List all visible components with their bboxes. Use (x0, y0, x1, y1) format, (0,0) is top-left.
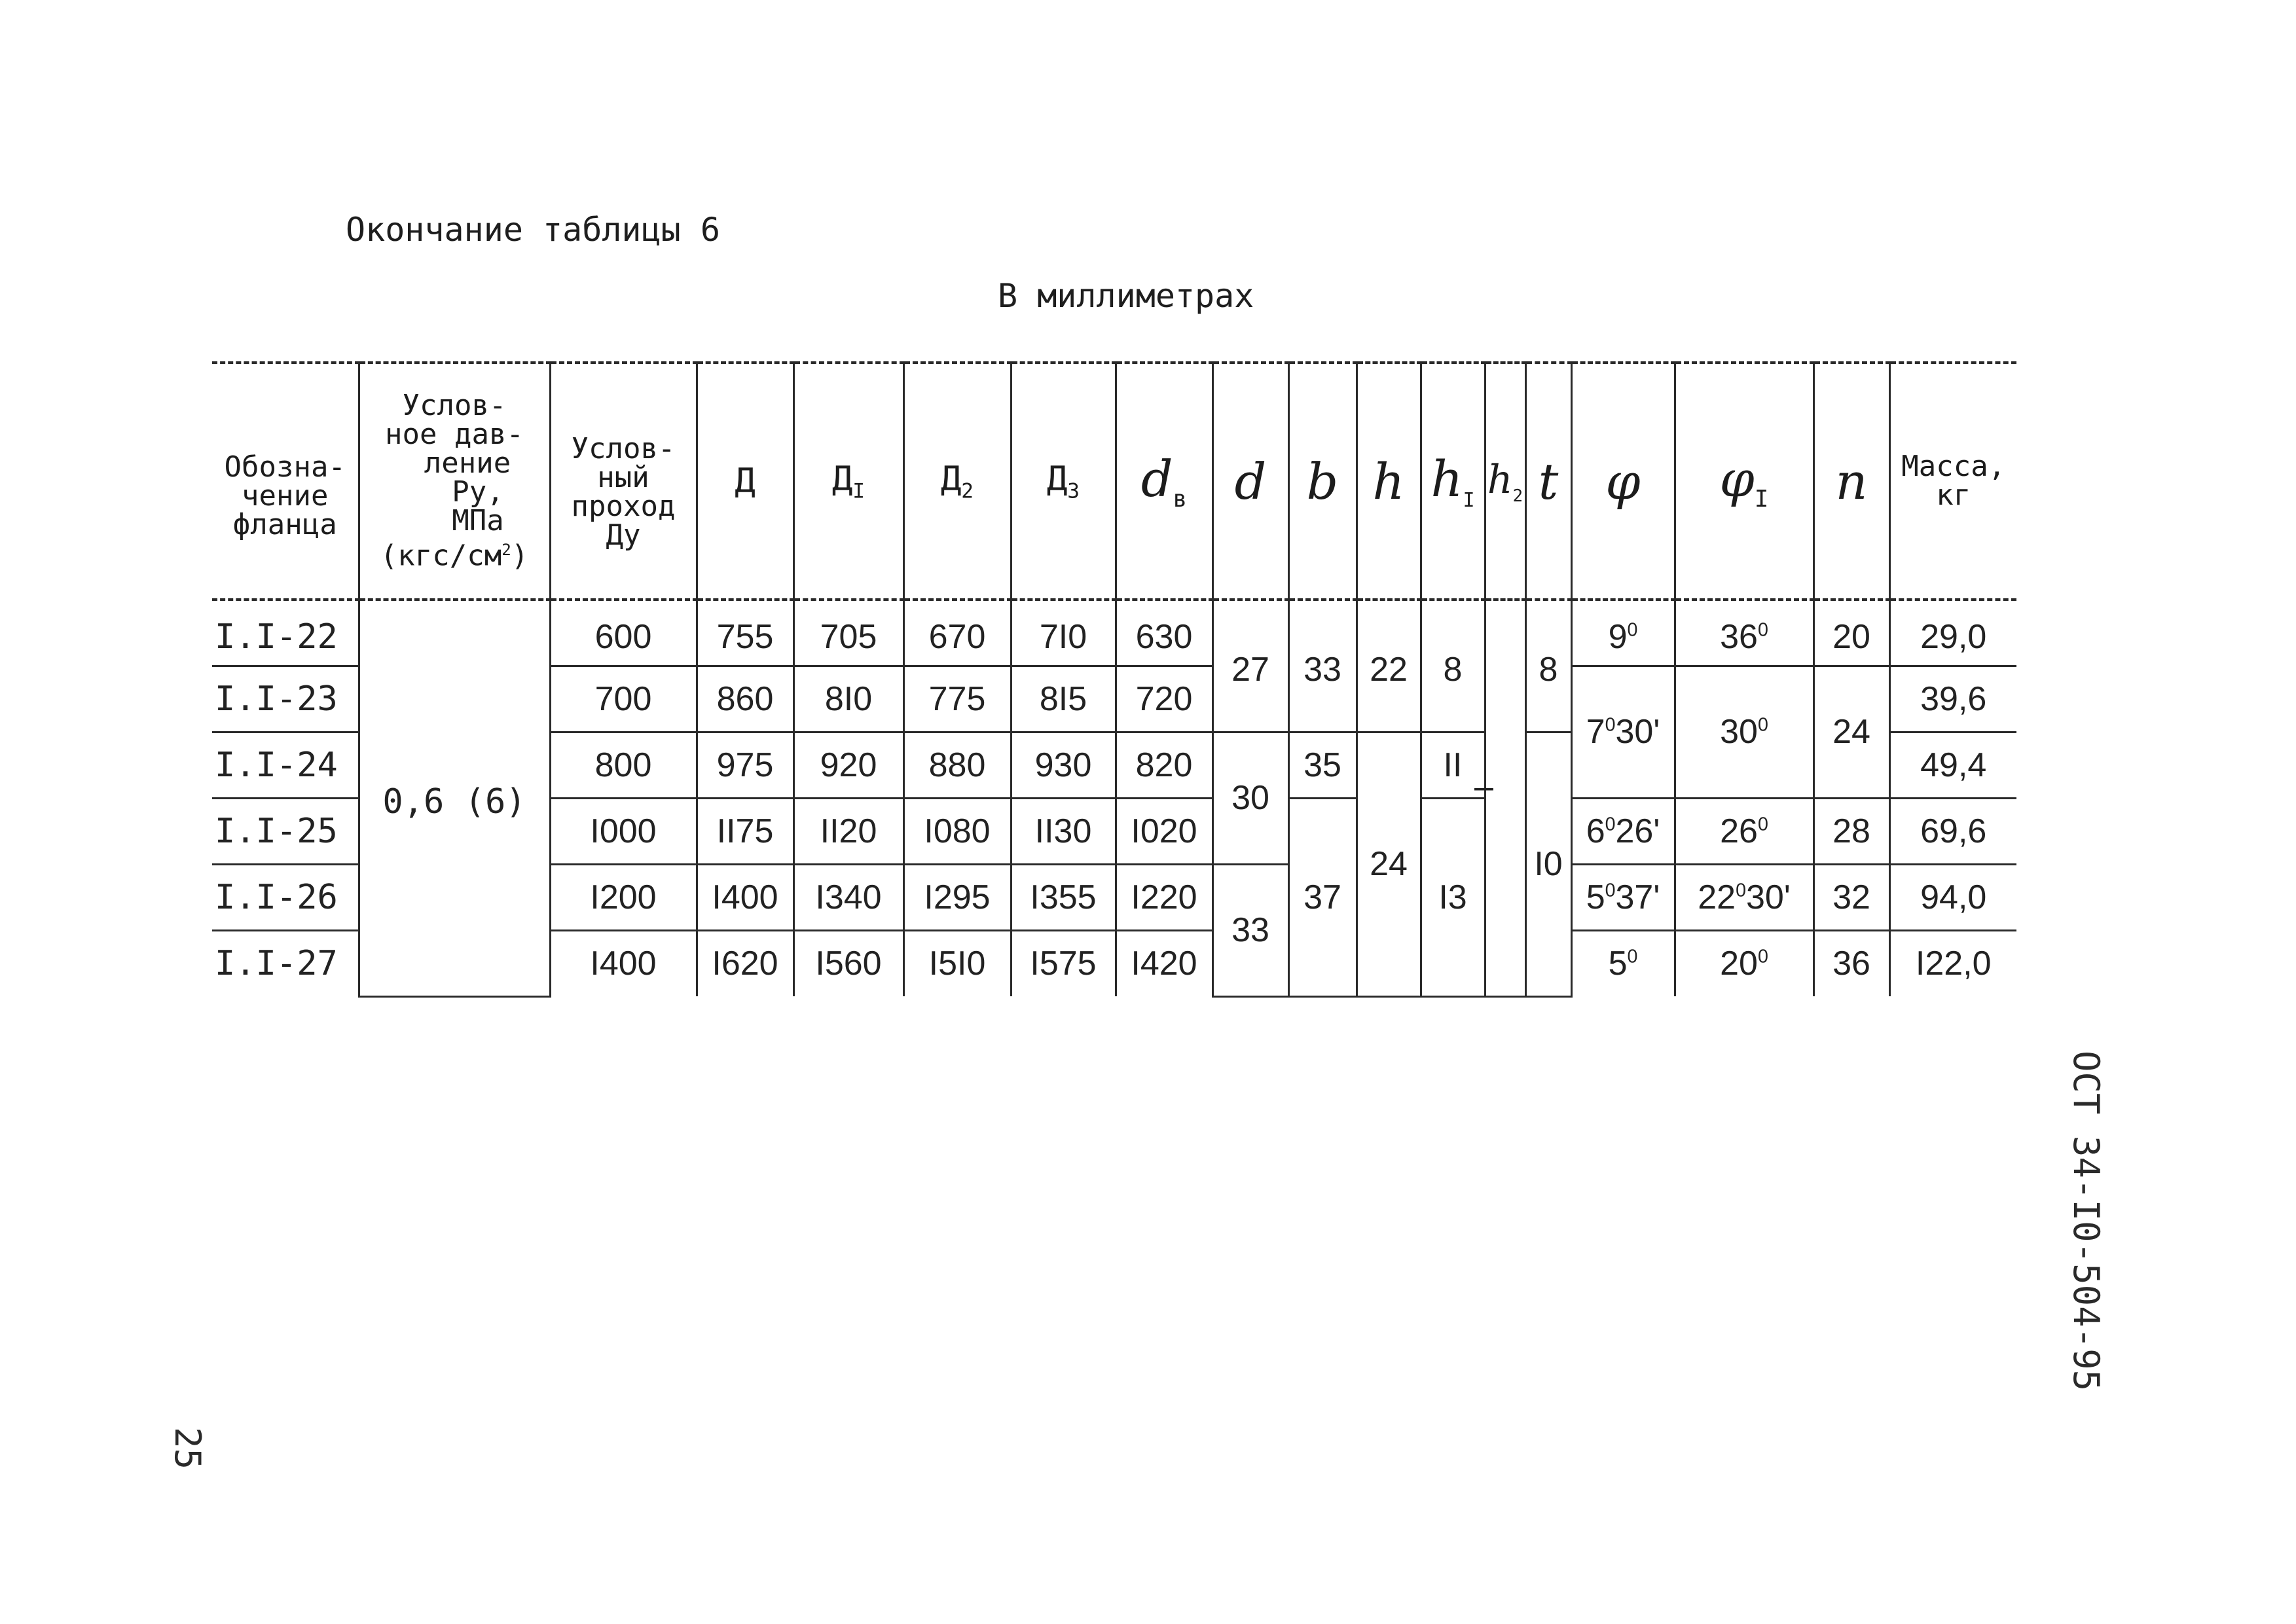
cell-n: 28 (1813, 798, 1889, 864)
phi-value: 9 (1608, 617, 1628, 656)
cell-D1: I340 (793, 864, 903, 930)
cell-bore: 600 (550, 600, 697, 666)
cell-n: 36 (1813, 930, 1889, 996)
header-sym: Д (831, 459, 853, 499)
cell-dv: 630 (1116, 600, 1212, 666)
cell-D2: 670 (903, 600, 1011, 666)
cell-mark: I.I-26 (212, 864, 359, 930)
cell-pressure: 0,6 (6) (359, 600, 550, 996)
header-sub: 3 (1067, 479, 1080, 503)
header-line: Услов- (402, 389, 507, 423)
cell-h1: II (1421, 732, 1485, 798)
cell-n: 32 (1813, 864, 1889, 930)
cell-phi1 (1675, 600, 1813, 666)
cell-D2: 880 (903, 732, 1011, 798)
header-phi: φ (1571, 363, 1675, 600)
header-line: ный (597, 461, 649, 494)
header-sym: Д (940, 459, 962, 499)
phi1-value: 36 (1720, 617, 1758, 656)
header-bore (550, 363, 697, 600)
cell-D1: I560 (793, 930, 903, 996)
phi1-minutes: 30' (1745, 878, 1791, 916)
cell-mass: 29,0 (1889, 600, 2016, 666)
cell-bore: 800 (550, 732, 697, 798)
cell-mark: I.I-24 (212, 732, 359, 798)
header-line: проход (571, 490, 676, 523)
header-line: Услов- (571, 432, 676, 465)
cell-dv: 820 (1116, 732, 1212, 798)
cell-bore: I000 (550, 798, 697, 864)
cell-D3: II30 (1011, 798, 1116, 864)
cell-D2: I080 (903, 798, 1011, 864)
header-line: МПа (452, 504, 504, 538)
cell-mass: I22,0 (1889, 930, 2016, 996)
cell-D1: II20 (793, 798, 903, 864)
phi1-value: 20 (1720, 945, 1758, 983)
header-dv (1116, 363, 1212, 600)
cell-phi1 (1675, 666, 1813, 798)
header-sym: φ (1719, 449, 1755, 508)
header-t: t (1525, 363, 1571, 600)
h2-dash-mark: – (1474, 768, 1493, 806)
cell-dv: 720 (1116, 666, 1212, 732)
header-sub: I (852, 479, 866, 503)
header-sub: I (1463, 489, 1475, 513)
header-n: п (1813, 363, 1889, 600)
page-number: 25 (167, 1427, 208, 1470)
cell-mass: 39,6 (1889, 666, 2016, 732)
cell-phi1 (1675, 864, 1813, 930)
phi-degree: 0 (1627, 946, 1638, 967)
header-sub: в (1173, 486, 1188, 513)
cell-D: 975 (697, 732, 793, 798)
header-sym: h (1430, 450, 1463, 509)
cell-dv: I020 (1116, 798, 1212, 864)
cell-phi (1571, 600, 1675, 666)
cell-D: 755 (697, 600, 793, 666)
header-line: кг (1936, 478, 1971, 512)
phi1-degree: 0 (1757, 619, 1768, 641)
header-D2 (903, 363, 1011, 600)
header-line: фланца (232, 508, 337, 541)
cell-mark: I.I-22 (212, 600, 359, 666)
cell-dv: I220 (1116, 864, 1212, 930)
table-caption: Окончание таблицы 6 (346, 211, 720, 249)
header-designation (212, 363, 359, 600)
header-line: чение (242, 479, 329, 513)
phi1-value: 26 (1720, 812, 1758, 850)
header-mass (1889, 363, 2016, 600)
phi-degree: 0 (1605, 814, 1616, 835)
phi-minutes: 37' (1615, 878, 1660, 916)
cell-phi (1571, 864, 1675, 930)
phi-value: 6 (1586, 812, 1605, 850)
cell-D3: 8I5 (1011, 666, 1116, 732)
cell-D2: 775 (903, 666, 1011, 732)
cell-phi (1571, 930, 1675, 996)
table-row (212, 600, 2016, 666)
cell-n: 24 (1813, 666, 1889, 798)
cell-b: 33 (1288, 600, 1357, 732)
phi1-value: 30 (1720, 713, 1758, 751)
cell-D1: 8I0 (793, 666, 903, 732)
phi1-degree: 0 (1757, 814, 1768, 835)
header-h: h (1357, 363, 1421, 600)
cell-d: 30 (1212, 732, 1288, 864)
units-caption: В миллиметрах (998, 277, 1254, 315)
phi-degree: 0 (1605, 880, 1616, 901)
cell-t: 8 (1525, 600, 1571, 732)
header-line: Обозна- (224, 450, 346, 484)
header-sym: Д (1046, 459, 1068, 499)
cell-D3: I355 (1011, 864, 1116, 930)
cell-bore: I400 (550, 930, 697, 996)
cell-mass: 49,4 (1889, 732, 2016, 798)
cell-D3: 7I0 (1011, 600, 1116, 666)
phi1-degree: 0 (1736, 880, 1746, 901)
header-h2 (1485, 363, 1525, 600)
header-line: Ду (606, 518, 641, 552)
header-D3 (1011, 363, 1116, 600)
phi1-degree: 0 (1757, 714, 1768, 736)
phi-degree: 0 (1605, 714, 1616, 736)
cell-phi (1571, 666, 1675, 798)
header-h1 (1421, 363, 1485, 600)
phi-minutes: 30' (1615, 713, 1660, 751)
header-sym: h (1487, 456, 1513, 503)
cell-h1: 8 (1421, 600, 1485, 732)
cell-mass: 94,0 (1889, 864, 2016, 930)
cell-mark: I.I-25 (212, 798, 359, 864)
cell-bore: 700 (550, 666, 697, 732)
header-sym: d (1140, 449, 1173, 508)
header-unit-close: ) (511, 539, 529, 573)
cell-D1: 920 (793, 732, 903, 798)
cell-D3: 930 (1011, 732, 1116, 798)
cell-D: I400 (697, 864, 793, 930)
phi-degree: 0 (1627, 619, 1638, 641)
phi1-value: 22 (1698, 878, 1736, 916)
cell-D: 860 (697, 666, 793, 732)
cell-dv: I420 (1116, 930, 1212, 996)
header-line: Pу, (452, 475, 504, 509)
cell-phi1 (1675, 930, 1813, 996)
cell-phi1 (1675, 798, 1813, 864)
phi-value: 5 (1608, 945, 1628, 983)
header-sub: 2 (961, 479, 974, 503)
flange-table-container (212, 361, 2016, 998)
cell-D1: 705 (793, 600, 903, 666)
flange-dimensions-table (212, 361, 2016, 998)
cell-d: 27 (1212, 600, 1288, 732)
phi-value: 5 (1586, 878, 1605, 916)
cell-d: 33 (1212, 864, 1288, 996)
cell-mass: 69,6 (1889, 798, 2016, 864)
cell-D2: I295 (903, 864, 1011, 930)
cell-D3: I575 (1011, 930, 1116, 996)
cell-n: 20 (1813, 600, 1889, 666)
cell-h: 24 (1357, 732, 1421, 996)
header-b: b (1288, 363, 1357, 600)
header-unit-exp: 2 (501, 541, 511, 560)
header-phi1 (1675, 363, 1813, 600)
document-code: ОСТ 34-I0-504-95 (2066, 1051, 2107, 1392)
cell-bore: I200 (550, 864, 697, 930)
header-d: d (1212, 363, 1288, 600)
phi-minutes: 26' (1615, 812, 1660, 850)
cell-mark: I.I-27 (212, 930, 359, 996)
cell-b: 35 (1288, 732, 1357, 798)
header-D1 (793, 363, 903, 600)
header-unit-text: (кгс/см (380, 539, 502, 573)
header-sub: I (1754, 486, 1769, 513)
cell-phi (1571, 798, 1675, 864)
cell-b: 37 (1288, 798, 1357, 996)
cell-D: I620 (697, 930, 793, 996)
table-header-row (212, 363, 2016, 600)
header-line: Масса, (1901, 450, 2006, 483)
header-line (360, 535, 549, 571)
header-D: Д (697, 363, 793, 600)
cell-h: 22 (1357, 600, 1421, 732)
cell-D: II75 (697, 798, 793, 864)
phi1-degree: 0 (1757, 946, 1768, 967)
header-line: ное дав- (385, 418, 524, 452)
header-sub: 2 (1512, 486, 1523, 506)
cell-h1: I3 (1421, 798, 1485, 996)
header-pressure (359, 363, 550, 600)
cell-mark: I.I-23 (212, 666, 359, 732)
phi-value: 7 (1586, 713, 1605, 751)
cell-t: I0 (1525, 732, 1571, 996)
header-line: ление (424, 446, 511, 480)
cell-D2: I5I0 (903, 930, 1011, 996)
